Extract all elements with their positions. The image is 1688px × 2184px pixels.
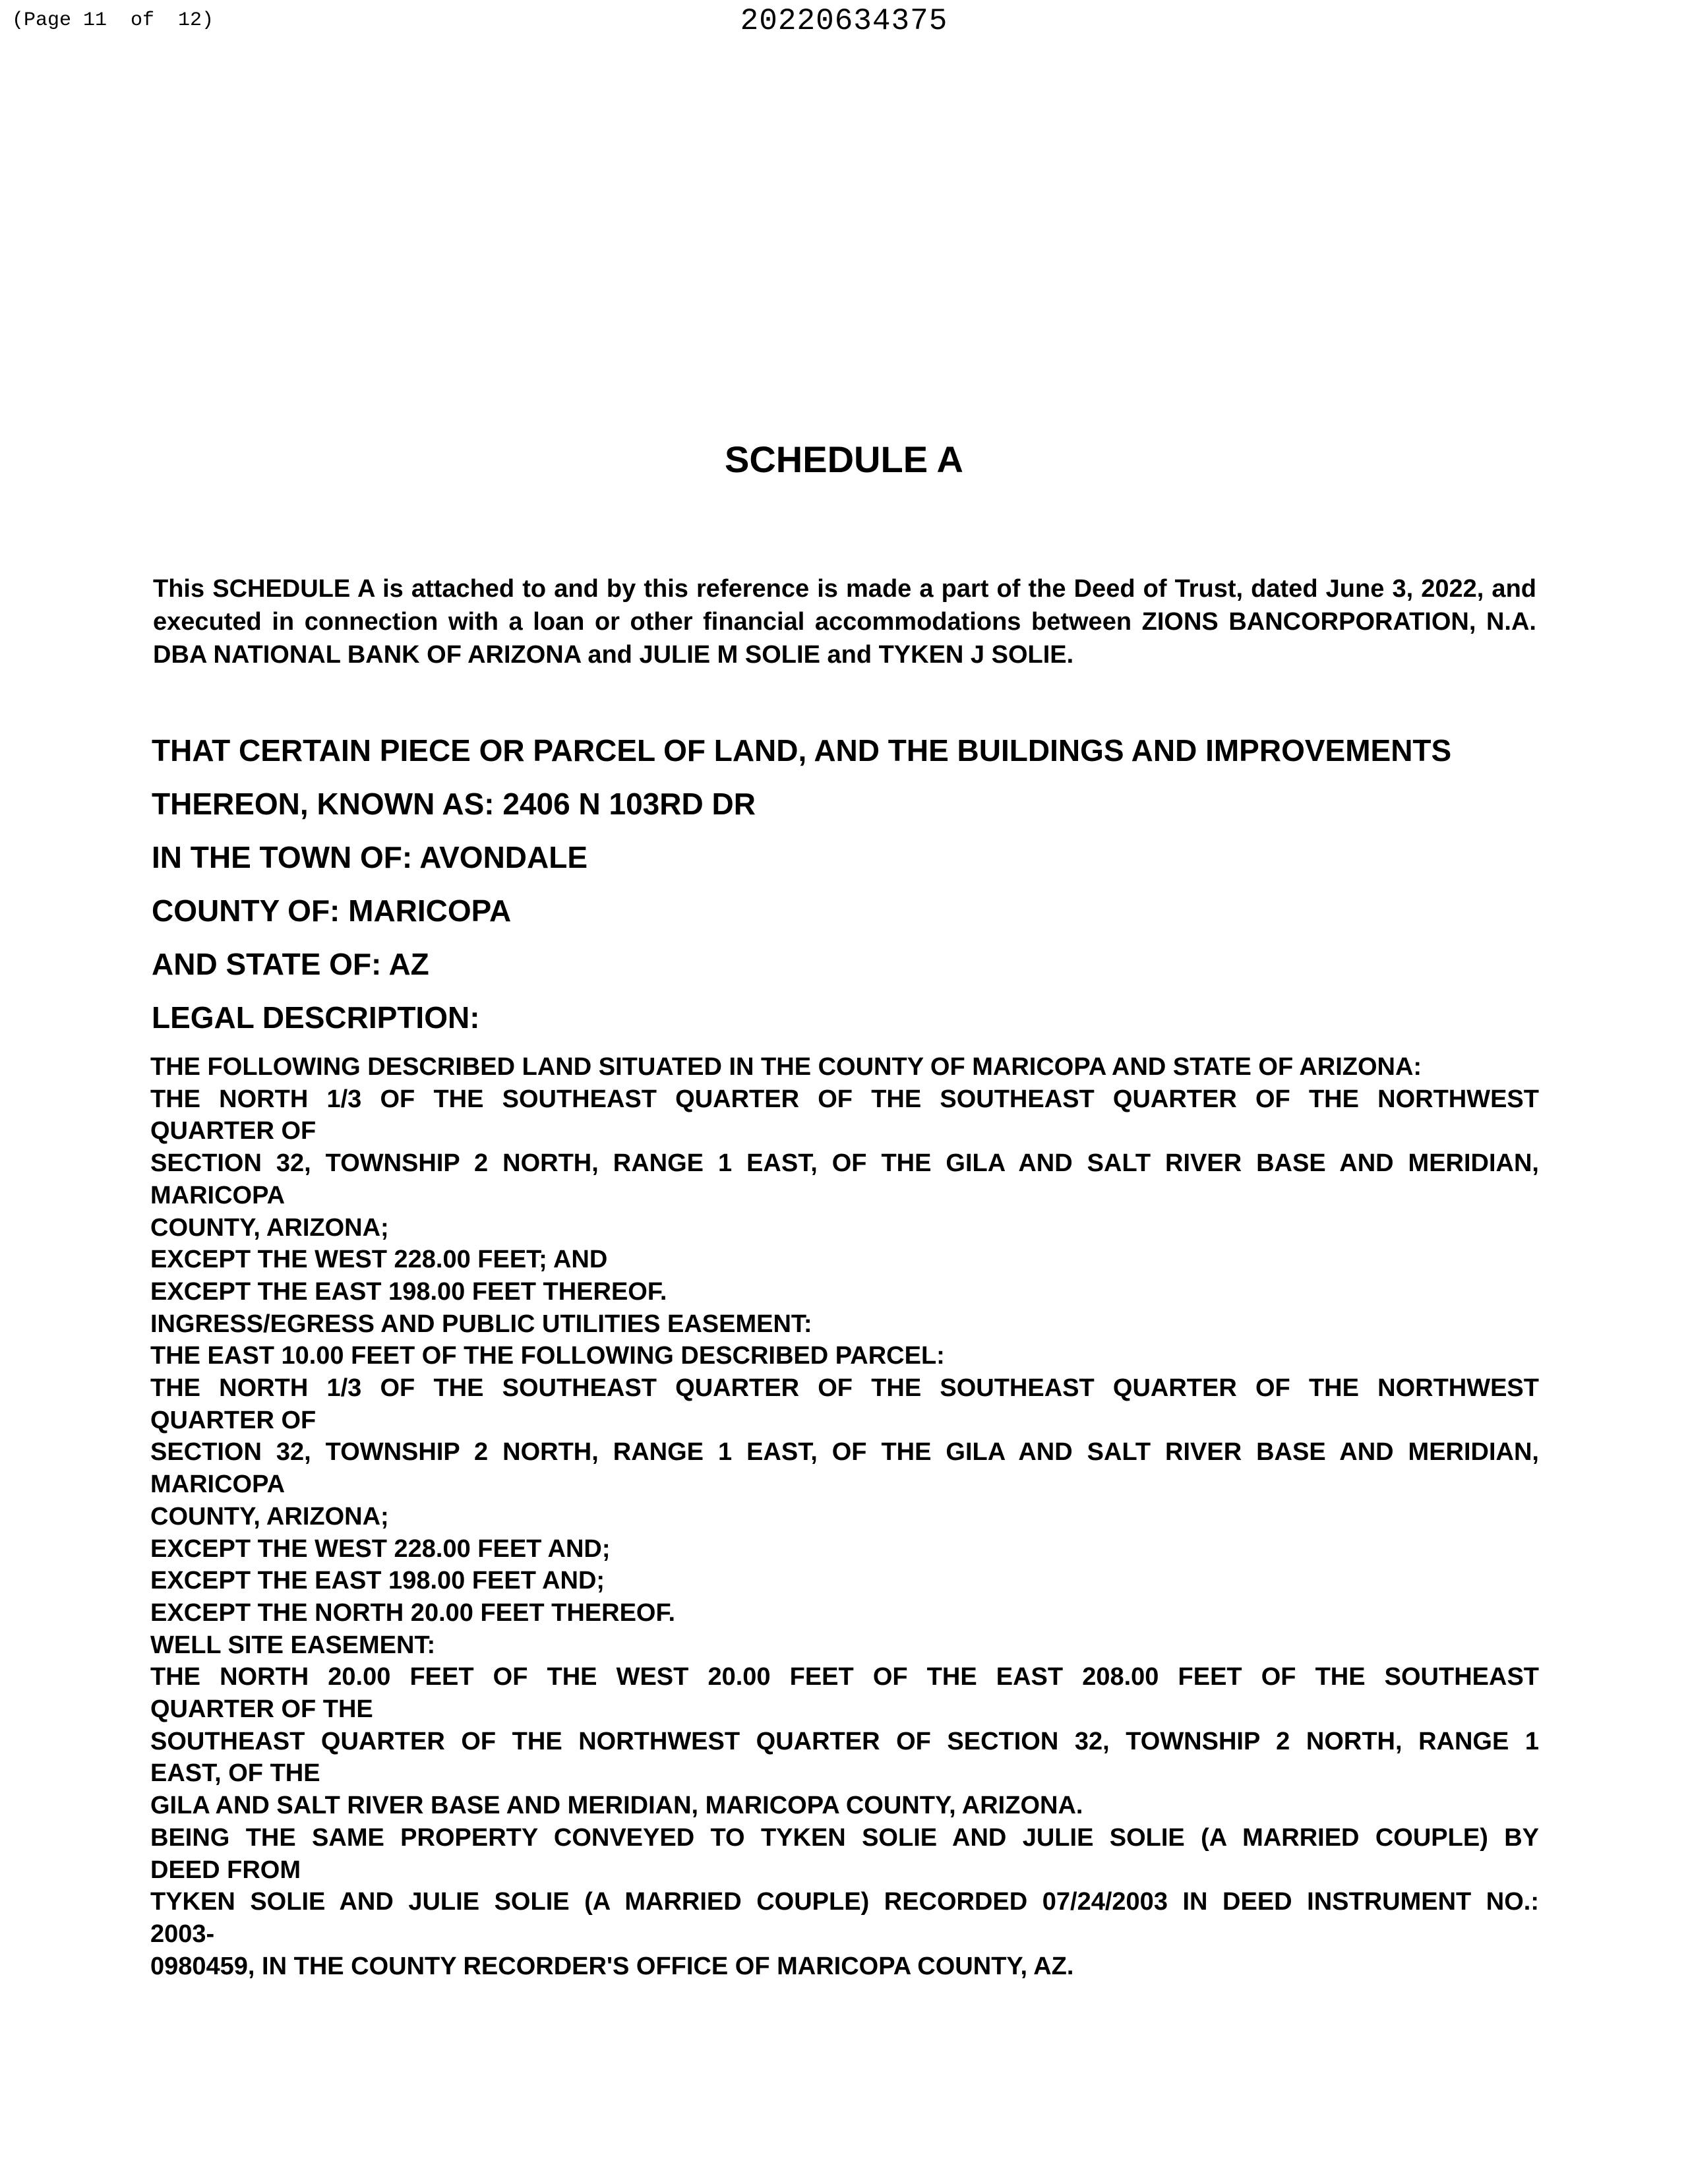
legal-line: THE NORTH 20.00 FEET OF THE WEST 20.00 FEET OF THE EAST 208.00 FEET OF THE SOUTHEAST — [150, 1663, 1539, 1691]
legal-line: QUARTER OF THE — [150, 1695, 373, 1724]
legal-line: COUNTY, ARIZONA; — [150, 1502, 389, 1531]
property-line-state: AND STATE OF: AZ — [152, 947, 429, 981]
legal-line: 0980459, IN THE COUNTY RECORDER'S OFFICE OF MARICOPA COUNTY, AZ. — [150, 1952, 1074, 1980]
page-indicator: (Page 11 of 12) — [12, 9, 214, 32]
property-line-town: IN THE TOWN OF: AVONDALE — [152, 840, 588, 874]
legal-line: MARICOPA — [150, 1471, 286, 1499]
legal-line: EAST, OF THE — [150, 1759, 320, 1788]
legal-line: 2003- — [150, 1920, 215, 1948]
document-number: 20220634375 — [740, 4, 948, 38]
legal-description-body — [150, 1051, 1539, 1982]
legal-line: SECTION 32, TOWNSHIP 2 NORTH, RANGE 1 EAST, OF THE GILA AND SALT RIVER BASE AND MERIDIAN, — [150, 1438, 1539, 1467]
legal-line: THE NORTH 1/3 OF THE SOUTHEAST QUARTER OF THE SOUTHEAST QUARTER OF THE NORTHWEST — [150, 1374, 1539, 1403]
legal-line: INGRESS/EGRESS AND PUBLIC UTILITIES EASEMENT: — [150, 1310, 812, 1338]
legal-line: DEED FROM — [150, 1856, 301, 1884]
page-title: SCHEDULE A — [725, 439, 963, 480]
legal-line: BEING THE SAME PROPERTY CONVEYED TO TYKEN SOLIE AND JULIE SOLIE (A MARRIED COUPLE) BY — [150, 1823, 1539, 1852]
legal-line: THE FOLLOWING DESCRIBED LAND SITUATED IN THE COUNTY OF MARICOPA AND STATE OF ARIZONA: — [150, 1053, 1422, 1081]
intro-paragraph: This SCHEDULE A is attached to and by this reference is made a part of the Deed of Trust, dated June 3, 2022, and executed in connection with a loan or other financial accommodations between ZIONS BANCORPORATION, N.A. DBA NATIONAL BANK OF ARIZONA and JULIE M SOLIE and TYKEN J SOLIE. — [153, 575, 1536, 669]
legal-line: EXCEPT THE WEST 228.00 FEET; AND — [150, 1246, 608, 1274]
legal-line: EXCEPT THE NORTH 20.00 FEET THEREOF. — [150, 1598, 676, 1627]
legal-description-heading: LEGAL DESCRIPTION: — [152, 1000, 480, 1035]
legal-line: WELL SITE EASEMENT: — [150, 1631, 436, 1659]
legal-line: EXCEPT THE EAST 198.00 FEET AND; — [150, 1567, 605, 1595]
legal-line: SOUTHEAST QUARTER OF THE NORTHWEST QUARTER OF SECTION 32, TOWNSHIP 2 NORTH, RANGE 1 — [150, 1727, 1539, 1755]
legal-line: GILA AND SALT RIVER BASE AND MERIDIAN, MARICOPA COUNTY, ARIZONA. — [150, 1792, 1083, 1820]
property-line-county: COUNTY OF: MARICOPA — [152, 894, 512, 928]
legal-line: EXCEPT THE EAST 198.00 FEET THEREOF. — [150, 1277, 667, 1306]
legal-line: TYKEN SOLIE AND JULIE SOLIE (A MARRIED COUPLE) RECORDED 07/24/2003 IN DEED INSTRUMENT NO.: — [150, 1888, 1539, 1916]
legal-line: EXCEPT THE WEST 228.00 FEET AND; — [150, 1534, 611, 1563]
legal-line: MARICOPA — [150, 1181, 286, 1209]
legal-line: THE EAST 10.00 FEET OF THE FOLLOWING DESCRIBED PARCEL: — [150, 1342, 945, 1370]
legal-line: QUARTER OF — [150, 1406, 316, 1434]
property-description — [152, 724, 1563, 1045]
legal-line: THE NORTH 1/3 OF THE SOUTHEAST QUARTER OF THE SOUTHEAST QUARTER OF THE NORTHWEST — [150, 1085, 1539, 1113]
property-line-parcel: THAT CERTAIN PIECE OR PARCEL OF LAND, AND THE BUILDINGS AND IMPROVEMENTS — [152, 733, 1452, 768]
property-line-address: THEREON, KNOWN AS: 2406 N 103RD DR — [152, 787, 756, 821]
legal-line: SECTION 32, TOWNSHIP 2 NORTH, RANGE 1 EAST, OF THE GILA AND SALT RIVER BASE AND MERIDIAN, — [150, 1149, 1539, 1178]
legal-line: QUARTER OF — [150, 1117, 316, 1145]
legal-line: COUNTY, ARIZONA; — [150, 1213, 389, 1242]
